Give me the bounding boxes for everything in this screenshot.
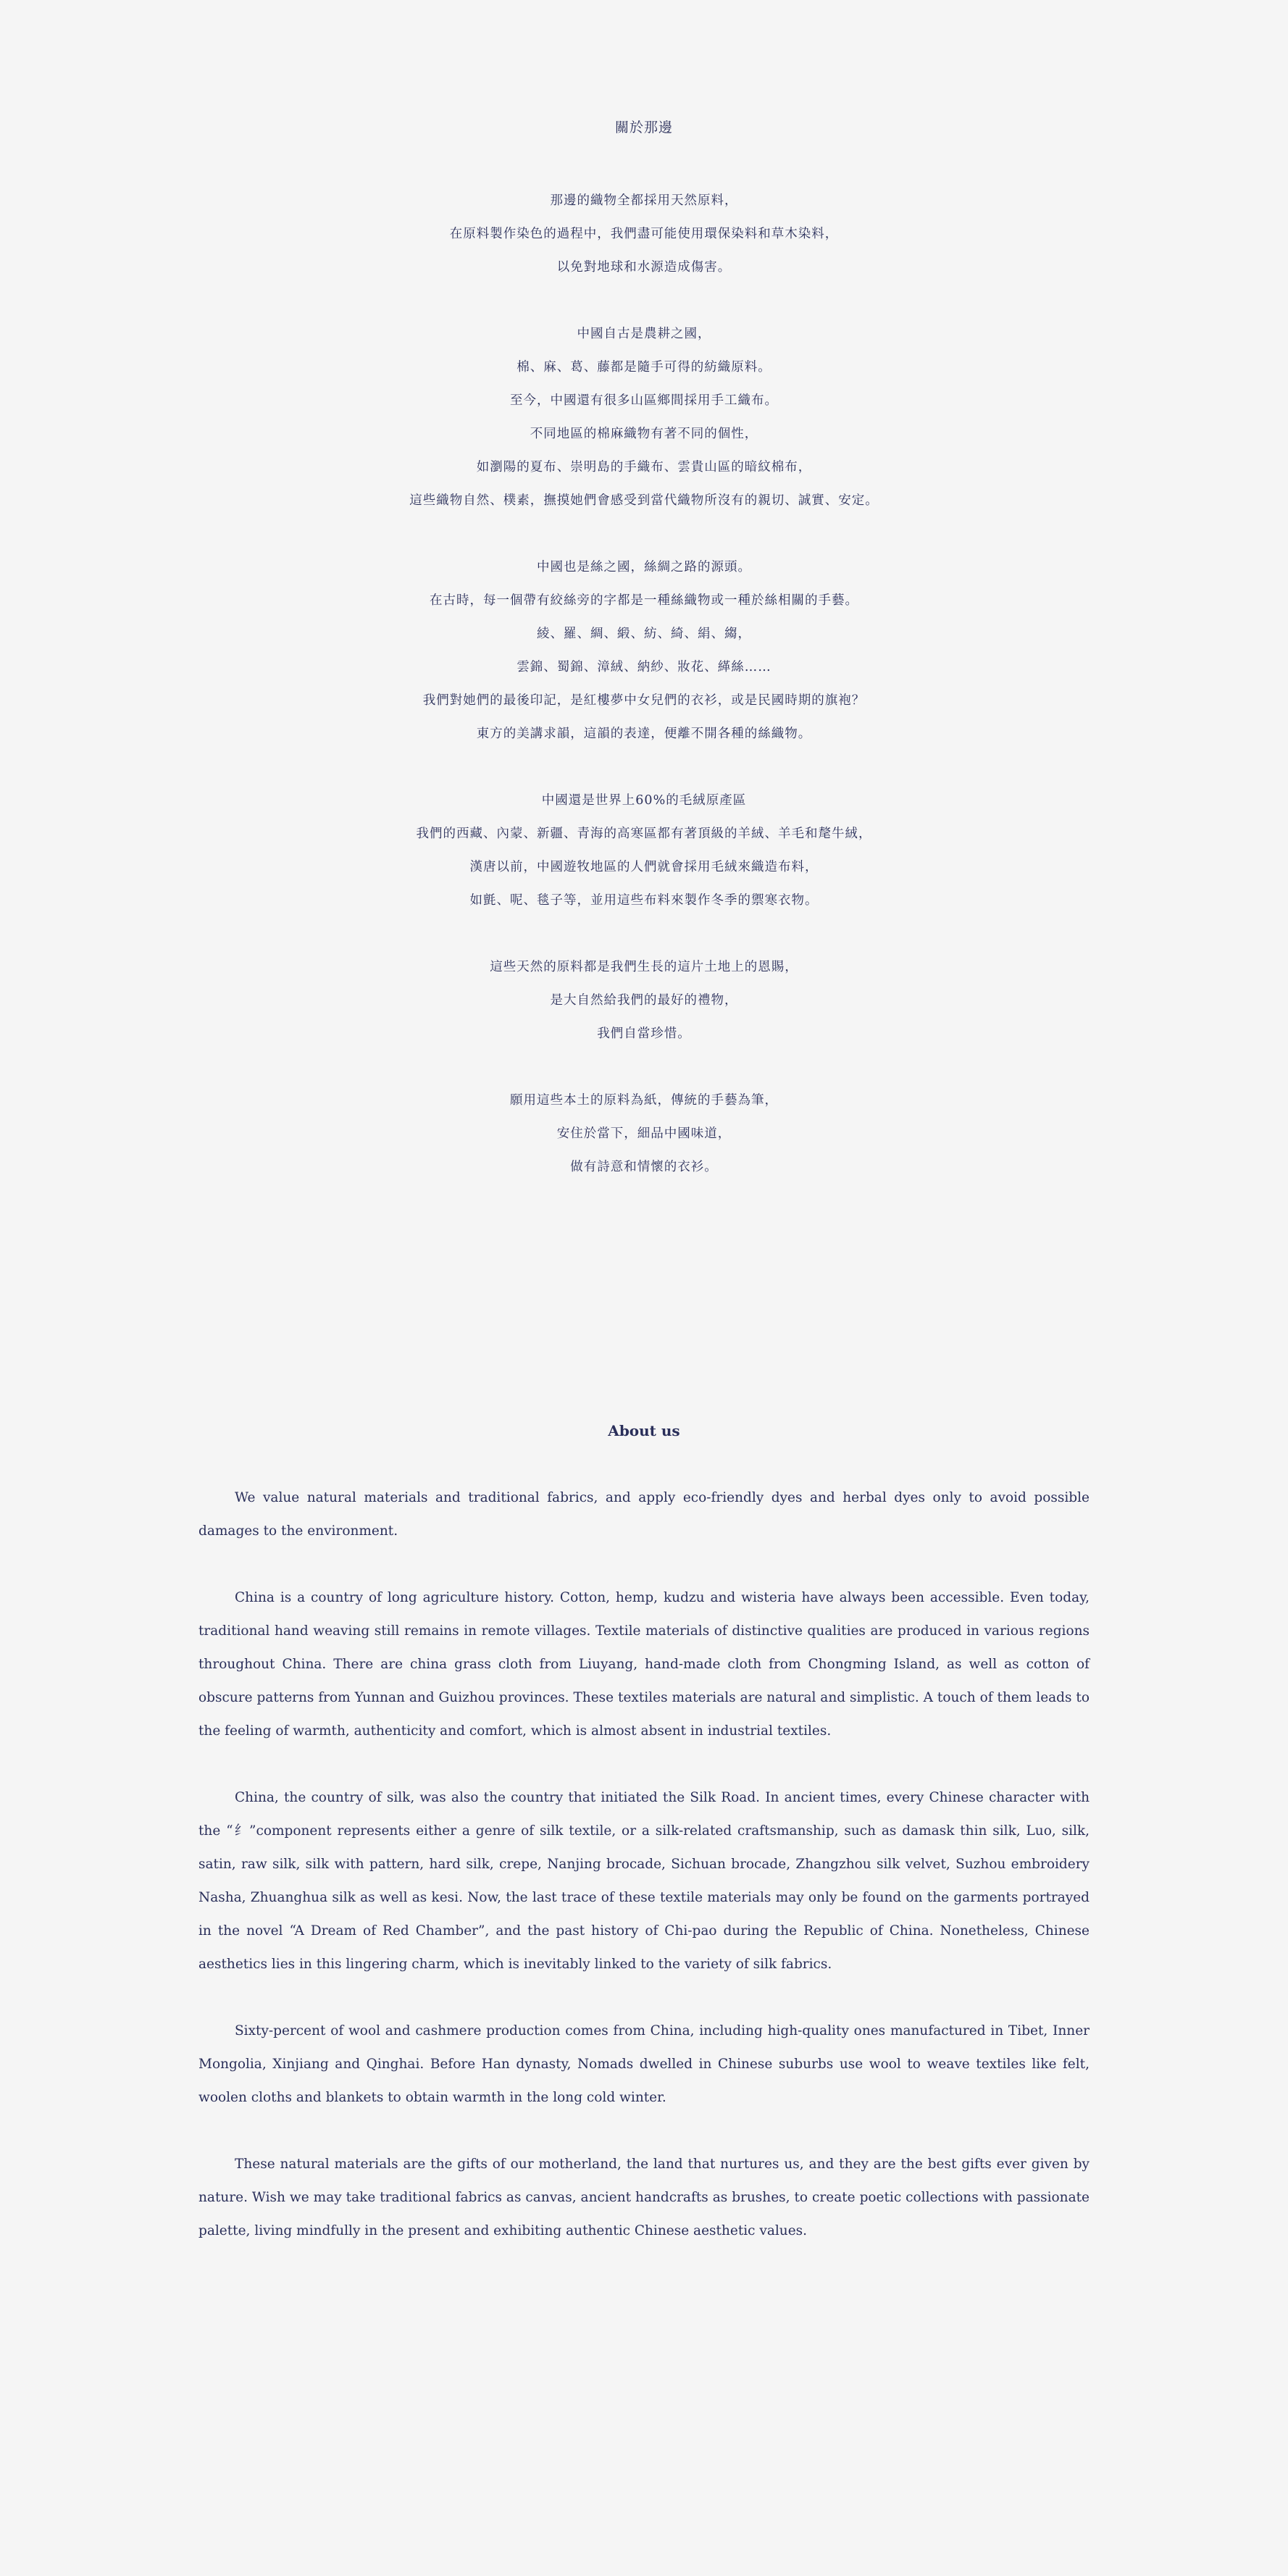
chinese-line: 雲錦、蜀錦、漳絨、納紗、妝花、緙絲…… (517, 660, 771, 674)
chinese-paragraph (0, 551, 1288, 750)
chinese-line: 如瀏陽的夏布、崇明島的手織布、雲貴山區的暗紋棉布， (476, 460, 812, 474)
chinese-line: 那邊的織物全都採用天然原料， (550, 193, 738, 208)
chinese-line: 不同地區的棉麻織物有著不同的個性， (530, 427, 758, 441)
chinese-line: 綾、羅、綢、緞、紡、綺、絹、縐， (537, 627, 751, 641)
chinese-line: 在古時，每一個帶有絞絲旁的字都是一種絲織物或一種於絲相關的手藝。 (430, 593, 858, 608)
english-paragraph: We value natural materials and traditional fabrics, and apply eco-friendly dyes and herbal dyes only to avoid possible damages to the environment. (198, 1490, 1090, 1539)
chinese-line: 棉、麻、葛、藤都是隨手可得的紡織原料。 (517, 360, 771, 375)
chinese-line: 至今，中國還有很多山區鄉間採用手工織布。 (510, 393, 778, 408)
english-paragraph: China is a country of long agriculture history. Cotton, hemp, kudzu and wisteria have always been accessible. Even today, traditional hand weaving still remains in remote villages. Textile materials of distinctive qualities are produced in various regions throughout China. There are china grass cloth from Liuyang, hand-made cloth from Chongming Island, as well as cotton of obscure patterns from Yunnan and Guizhou provinces. These textiles materials are natural and simplistic. A touch of them leads to the feeling of warmth, authenticity and comfort, which is almost absent in industrial textiles. (198, 1590, 1090, 1739)
chinese-line: 願用這些本土的原料為紙，傳統的手藝為筆， (510, 1093, 778, 1108)
chinese-line: 我們自當珍惜。 (597, 1026, 691, 1041)
chinese-line: 我們對她們的最後印記，是紅樓夢中女兒們的衣衫，或是民國時期的旗袍？ (422, 693, 866, 708)
chinese-line: 做有詩意和情懷的衣衫。 (570, 1160, 718, 1174)
chinese-about-title: 關於那邊 (614, 120, 673, 135)
chinese-paragraph (0, 317, 1288, 517)
chinese-paragraph (0, 184, 1288, 284)
english-paragraphs (198, 1481, 1090, 2281)
chinese-paragraph (0, 950, 1288, 1050)
chinese-line: 中國還是世界上60%的毛絨原產區 (541, 793, 747, 808)
english-paragraph: Sixty-percent of wool and cashmere production comes from China, including high-quality ones manufactured in Tibet, Inner Mongolia, Xinjiang and Qinghai. Before Han dynasty, Nomads dwelled in Chinese suburbs use wool to weave textiles like felt, woolen cloths and blankets to obtain warmth in the long cold winter. (198, 2023, 1090, 2105)
chinese-line: 東方的美講求韻，這韻的表達，便離不開各種的絲織物。 (476, 727, 812, 741)
chinese-line: 以免對地球和水源造成傷害。 (556, 260, 732, 275)
chinese-paragraphs (0, 184, 1288, 1217)
chinese-line: 中國自古是農耕之國， (577, 327, 711, 341)
chinese-line: 這些天然的原料都是我們生長的這片土地上的恩賜， (490, 960, 798, 974)
chinese-line: 是大自然給我們的最好的禮物， (550, 993, 738, 1008)
chinese-line: 在原料製作染色的過程中，我們盡可能使用環保染料和草木染料， (449, 227, 839, 241)
english-about-title: About us (608, 1422, 680, 1439)
chinese-line: 漢唐以前，中國遊牧地區的人們就會採用毛絨來織造布料， (469, 860, 819, 874)
chinese-line: 安住於當下，細品中國味道， (556, 1126, 732, 1141)
chinese-line: 我們的西藏、內蒙、新疆、青海的高寒區都有著頂級的羊絨、羊毛和氂牛絨， (416, 827, 872, 841)
chinese-paragraph (0, 784, 1288, 917)
chinese-line: 這些織物自然、樸素，撫摸她們會感受到當代織物所沒有的親切、誠實、安定。 (409, 493, 879, 508)
chinese-line: 中國也是絲之國，絲綢之路的源頭。 (537, 560, 751, 574)
english-paragraph: These natural materials are the gifts of our motherland, the land that nurtures us, and they are the best gifts ever given by nature. Wish we may take traditional fabrics as canvas, ancient handcrafts as brushes, to create poetic collections with passionate palette, living mindfully in the present and exhibiting authentic Chinese aesthetic values. (198, 2157, 1090, 2238)
chinese-paragraph (0, 1084, 1288, 1184)
chinese-line: 如氈、呢、毯子等，並用這些布料來製作冬季的禦寒衣物。 (469, 893, 819, 908)
english-paragraph: China, the country of silk, was also the country that initiated the Silk Road. In ancient times, every Chinese character with the “纟”component represents either a genre of silk textile, or a silk-related craftsmanship, such as damask thin silk, Luo, silk, satin, raw silk, silk with pattern, hard silk, crepe, Nanjing brocade, Sichuan brocade, Zhangzhou silk velvet, Suzhou embroidery Nasha, Zhuanghua silk as well as kesi. Now, the last trace of these textile materials may only be found on the garments portrayed in the novel “A Dream of Red Chamber”, and the past history of Chi-pao during the Republic of China. Nonetheless, Chinese aesthetics lies in this lingering charm, which is inevitably linked to the variety of silk fabrics. (198, 1790, 1090, 1972)
